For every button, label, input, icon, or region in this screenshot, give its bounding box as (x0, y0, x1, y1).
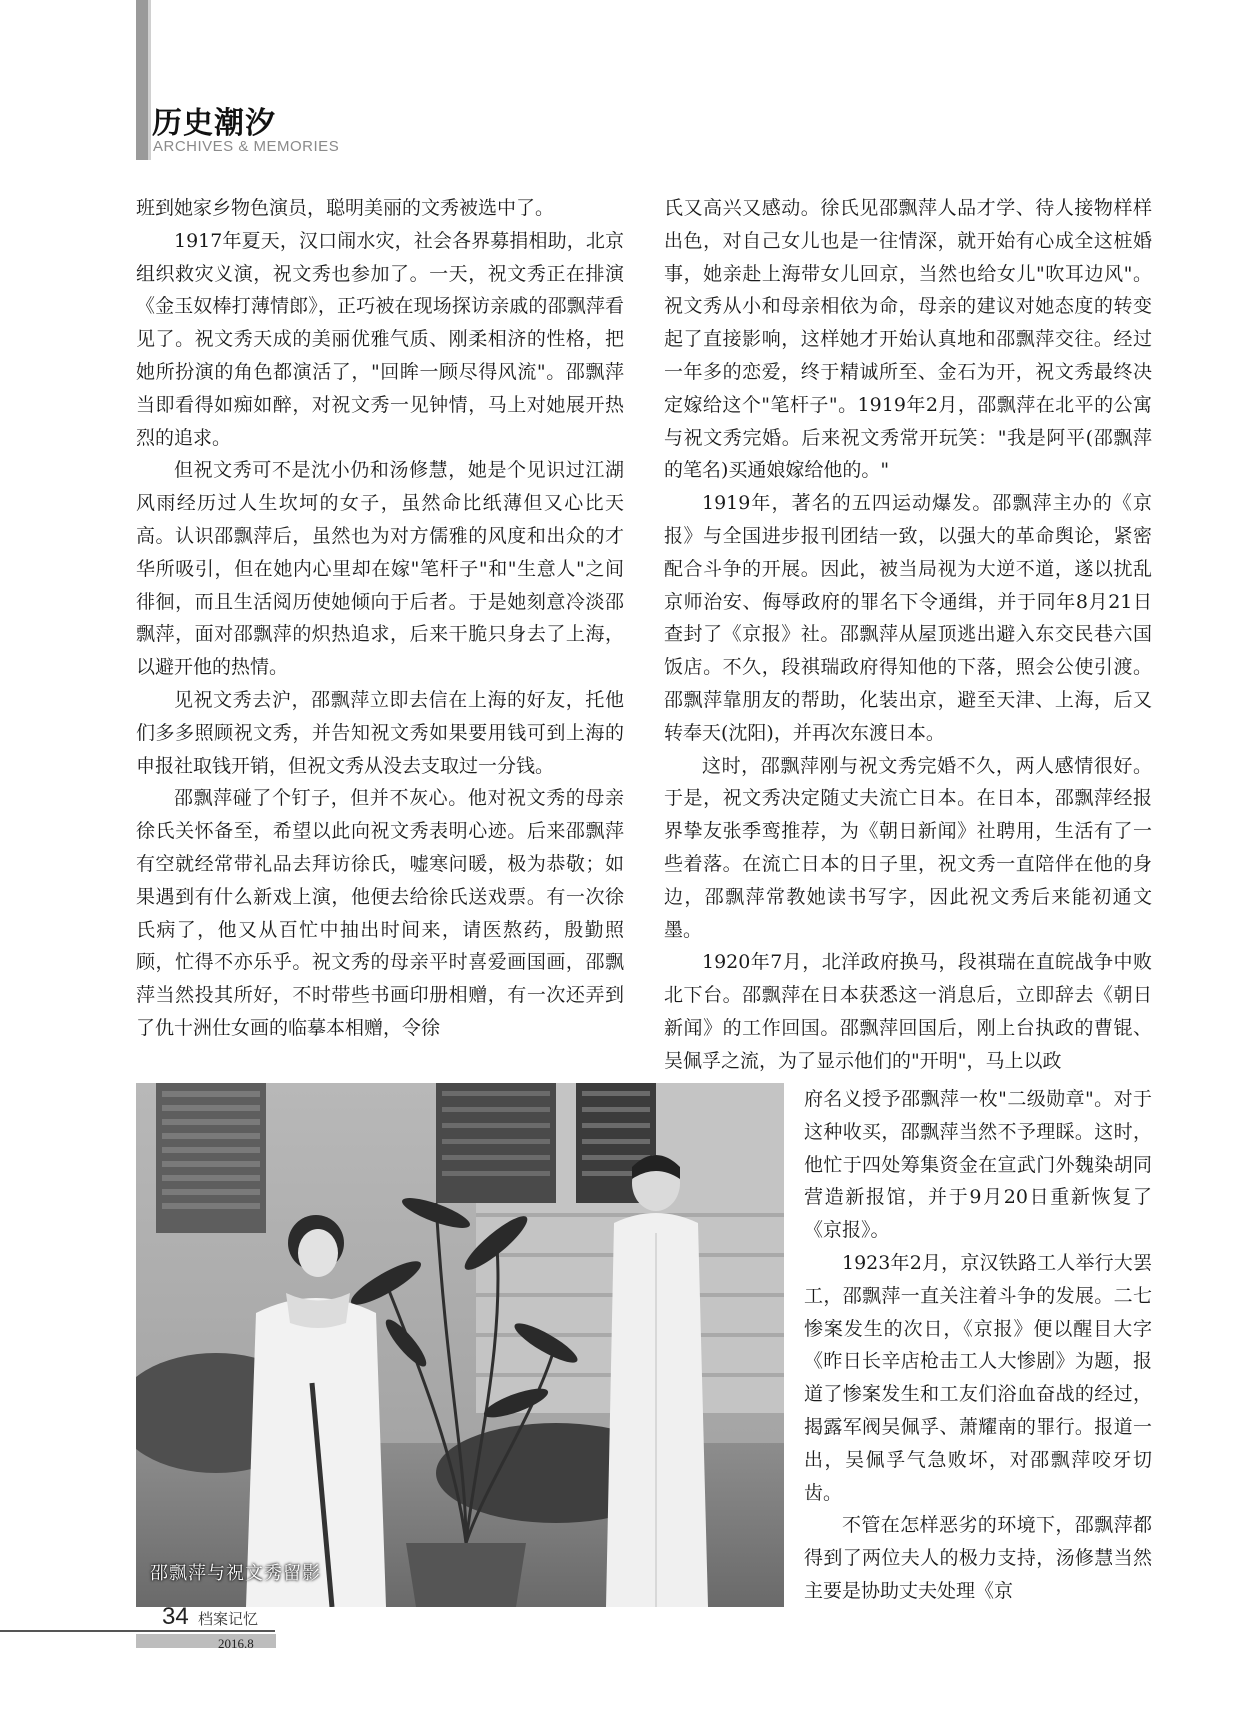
paragraph: 但祝文秀可不是沈小仍和汤修慧，她是个见识过江湖风雨经历过人生坎坷的女子，虽然命比纸薄但又心比天高。认识邵飘萍后，虽然也为对方儒雅的风度和出众的才华所吸引，但在她内心里却在嫁"笔杆子"和"生意人"之间徘徊，而且生活阅历使她倾向于后者。于是她刻意冷淡邵飘萍，面对邵飘萍的炽热追求，后来干脆只身去了上海，以避开他的热情。 (136, 459, 624, 679)
paragraph: 邵飘萍碰了个钉子，但并不灰心。他对祝文秀的母亲徐氏关怀备至，希望以此向祝文秀表明心迹。后来邵飘萍有空就经常带礼品去拜访徐氏，嘘寒问暖，极为恭敬；如果遇到有什么新戏上演，他便去给徐氏送戏票。有一次徐氏病了，他又从百忙中抽出时间来，请医熬药，殷勤照顾，忙得不亦乐乎。祝文秀的母亲平时喜爱画国画，邵飘萍当然投其所好，不时带些书画印册相赠，有一次还弄到了仇十洲仕女画的临摹本相赠，令徐 (136, 787, 624, 1039)
section-title: 历史潮汐 (152, 106, 276, 141)
article-column-right-lower (804, 1083, 1152, 1603)
header-accent-bar-light (148, 0, 151, 160)
paragraph: 班到她家乡物色演员，聪明美丽的文秀被选中了。 (136, 197, 555, 219)
issue-date: 2016.8 (218, 1636, 254, 1651)
page-number: 34 (162, 1603, 189, 1630)
footer-rule (0, 1630, 275, 1632)
photo-caption: 邵飘萍与祝文秀留影 (150, 1563, 321, 1584)
footer-accent-block (136, 1634, 276, 1648)
header-accent-bar (136, 0, 148, 160)
paragraph: 1920年7月，北洋政府换马，段祺瑞在直皖战争中败北下台。邵飘萍在日本获悉这一消息后，立即辞去《朝日新闻》的工作回国。邵飘萍回国后，刚上台执政的曹锟、吴佩孚之流，为了显示他们的"开明"，马上以政 (664, 951, 1152, 1072)
photo-illustration (136, 1083, 784, 1607)
paragraph: 1919年，著名的五四运动爆发。邵飘萍主办的《京报》与全国进步报刊团结一致，以强大的革命舆论，紧密配合斗争的开展。因此，被当局视为大逆不道，遂以扰乱京师治安、侮辱政府的罪名下令通缉，并于同年8月21日查封了《京报》社。邵飘萍从屋顶逃出避入东交民巷六国饭店。不久，段祺瑞政府得知他的下落，照会公使引渡。邵飘萍靠朋友的帮助，化装出京，避至天津、上海，后又转奉天(沈阳)，并再次东渡日本。 (664, 492, 1152, 744)
magazine-name: 档案记忆 (198, 1610, 259, 1628)
article-column-left (136, 192, 624, 1082)
section-subtitle: ARCHIVES & MEMORIES (153, 138, 340, 155)
paragraph: 府名义授予邵飘萍一枚"二级勋章"。对于这种收买，邵飘萍当然不予理睬。这时，他忙于四处筹集资金在宣武门外魏染胡同营造新报馆，并于9月20日重新恢复了《京报》。 (804, 1088, 1152, 1242)
article-column-right (664, 192, 1152, 1082)
paragraph: 氏又高兴又感动。徐氏见邵飘萍人品才学、待人接物样样出色，对自己女儿也是一往情深，就开始有心成全这桩婚事，她亲赴上海带女儿回京，当然也给女儿"吹耳边风"。祝文秀从小和母亲相依为命，母亲的建议对她态度的转变起了直接影响，这样她才开始认真地和邵飘萍交往。经过一年多的恋爱，终于精诚所至、金石为开，祝文秀最终决定嫁给这个"笔杆子"。1919年2月，邵飘萍在北平的公寓与祝文秀完婚。后来祝文秀常开玩笑："我是阿平(邵飘萍的笔名)买通娘嫁给他的。" (664, 197, 1152, 482)
paragraph: 不管在怎样恶劣的环境下，邵飘萍都得到了两位夫人的极力支持，汤修慧当然主要是协助丈夫处理《京 (804, 1514, 1152, 1602)
paragraph: 1923年2月，京汉铁路工人举行大罢工，邵飘萍一直关注着斗争的发展。二七惨案发生的次日，《京报》便以醒目大字《昨日长辛店枪击工人大惨剧》为题，报道了惨案发生和工友们浴血奋战的经过，揭露军阀吴佩孚、萧耀南的罪行。报道一出，吴佩孚气急败坏，对邵飘萍咬牙切齿。 (804, 1251, 1152, 1504)
historical-photo (136, 1083, 784, 1607)
paragraph: 见祝文秀去沪，邵飘萍立即去信在上海的好友，托他们多多照顾祝文秀，并告知祝文秀如果要用钱可到上海的申报社取钱开销，但祝文秀从没去支取过一分钱。 (136, 688, 624, 777)
paragraph: 这时，邵飘萍刚与祝文秀完婚不久，两人感情很好。于是，祝文秀决定随丈夫流亡日本。在日本，邵飘萍经报界挚友张季鸾推荐，为《朝日新闻》社聘用，生活有了一些着落。在流亡日本的日子里，祝文秀一直陪伴在他的身边，邵飘萍常教她读书写字，因此祝文秀后来能初通文墨。 (664, 754, 1152, 941)
paragraph: 1917年夏天，汉口闹水灾，社会各界募捐相助，北京组织救灾义演，祝文秀也参加了。一天，祝文秀正在排演《金玉奴棒打薄情郎》，正巧被在现场探访亲戚的邵飘萍看见了。祝文秀天成的美丽优雅气质、刚柔相济的性格，把她所扮演的角色都演活了，"回眸一顾尽得风流"。邵飘萍当即看得如痴如醉，对祝文秀一见钟情，马上对她展开热烈的追求。 (136, 229, 624, 449)
